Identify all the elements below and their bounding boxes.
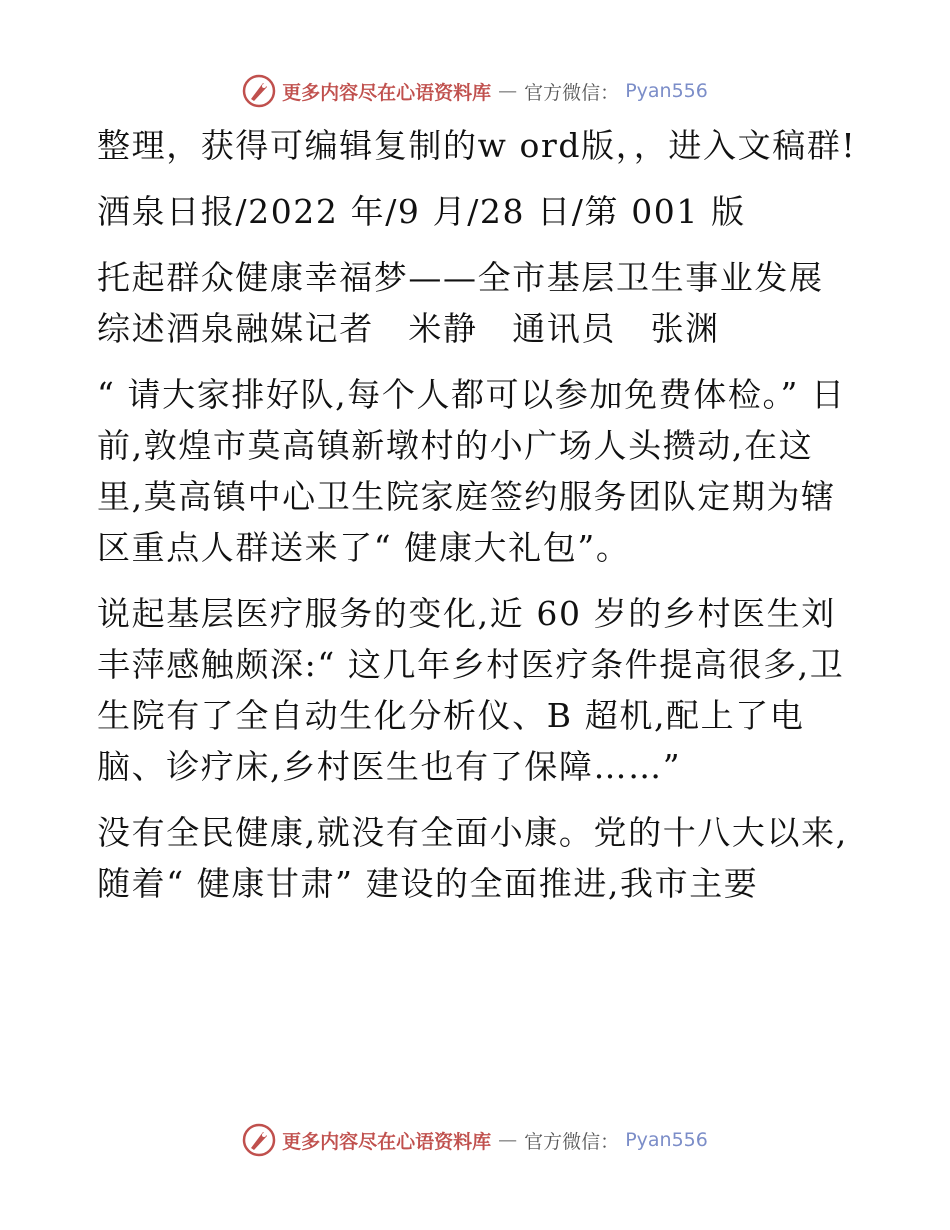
paragraph-headline: 托起群众健康幸福梦——全市基层卫生事业发展综述酒泉融媒记者 米静 通讯员 张渊 xyxy=(97,258,824,348)
watermark-account-label: 官方微信： xyxy=(524,81,620,104)
footer-watermark xyxy=(0,1122,950,1158)
watermark-separator: — xyxy=(498,1129,518,1151)
paragraph-body-3: 没有全民健康,就没有全面小康。党的十八大以来,随着“ 健康甘肃” 建设的全面推进,我市主要 xyxy=(97,813,848,903)
pen-nib-logo-icon xyxy=(242,1123,276,1157)
paragraph-body-1: “ 请大家排好队,每个人都可以参加免费体检。” 日前,敦煌市莫高镇新墩村的小广场人头攒动,在这里,莫高镇中心卫生院家庭签约服务团队定期为辖区重点人群送来了“ 健康大礼包”。 xyxy=(97,375,846,567)
paragraph-source: 酒泉日报/2022 年/9 月/28 日/第 001 版 xyxy=(97,192,746,231)
watermark-account-id: Pyan556 xyxy=(625,80,708,102)
document-body xyxy=(97,120,857,909)
header-watermark xyxy=(0,73,950,109)
watermark-text: 更多内容尽在心语资料库 xyxy=(282,1130,492,1153)
paragraph-body-2: 说起基层医疗服务的变化,近 60 岁的乡村医生刘丰萍感触颇深:“ 这几年乡村医疗条件提高很多,卫生院有了全自动生化分析仪、B 超机,配上了电脑、诊疗床,乡村医生也有了保障……” xyxy=(97,594,845,786)
watermark-account-label: 官方微信： xyxy=(524,1130,620,1153)
watermark-separator: — xyxy=(498,80,518,102)
watermark-account-id: Pyan556 xyxy=(625,1129,708,1151)
pen-nib-logo-icon xyxy=(242,74,276,108)
paragraph-intro: 整理，获得可编辑复制的w ord版，，进入文稿群! xyxy=(97,126,857,165)
watermark-text: 更多内容尽在心语资料库 xyxy=(282,81,492,104)
